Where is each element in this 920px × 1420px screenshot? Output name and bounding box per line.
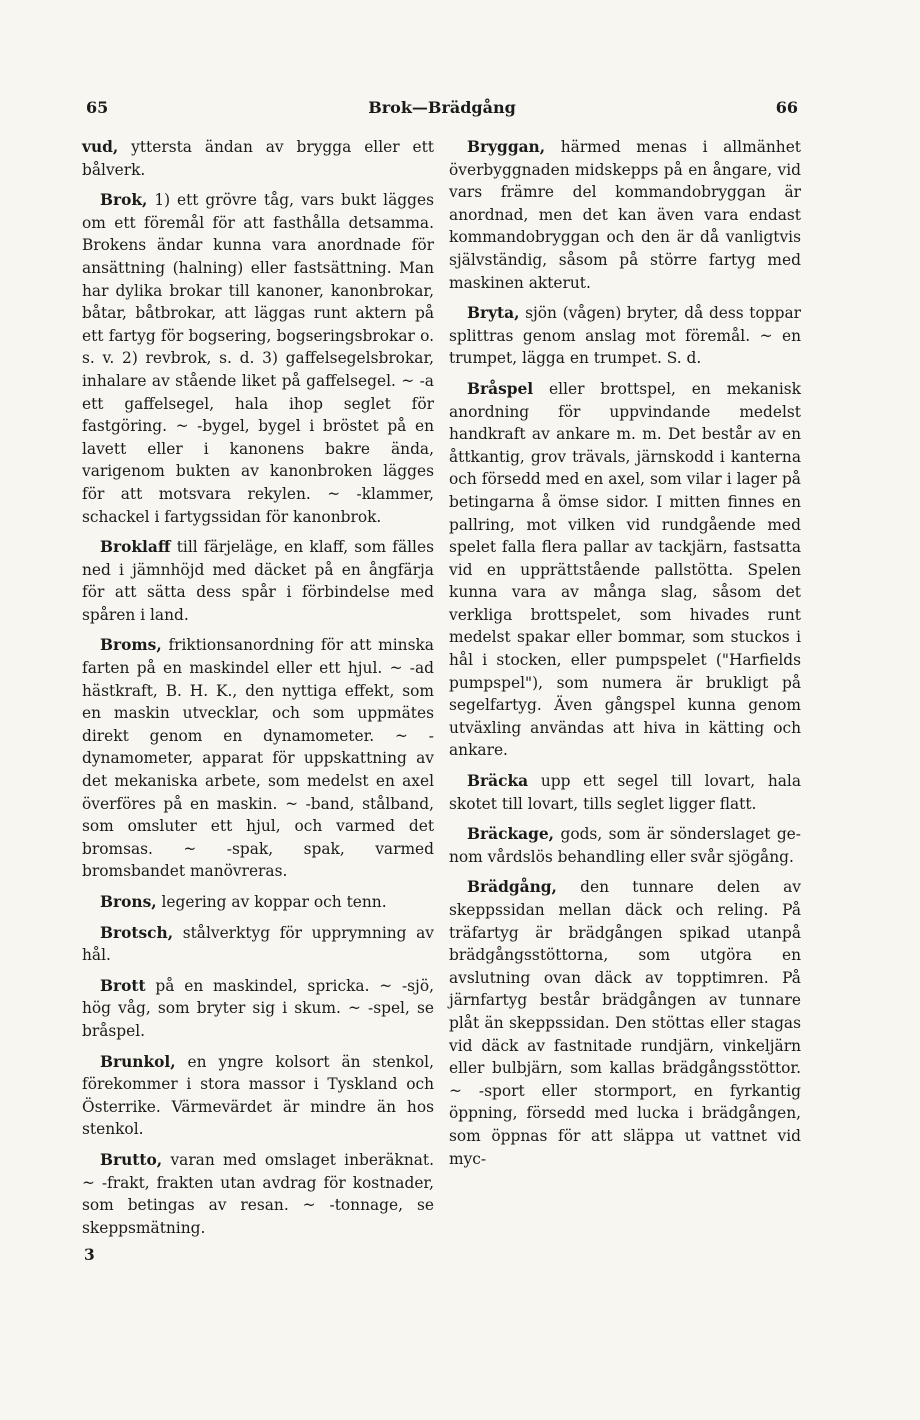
entry-headword: Bryta, — [467, 304, 520, 323]
entry-headword: Brok, — [100, 191, 148, 210]
entry-definition: sjön (vågen) bryter, då dess toppar splittras genom anslag mot föremål. ~ en trumpet, lägga en trumpet. S. d. — [449, 304, 801, 368]
entry-headword: Brott — [100, 976, 146, 995]
left-column — [82, 136, 434, 1247]
page-number-right: 66 — [775, 98, 798, 117]
dictionary-entry — [82, 136, 434, 181]
dictionary-entry — [82, 634, 434, 883]
running-title: Brok—Brädgång — [368, 98, 516, 117]
entry-headword: Bryggan, — [467, 138, 546, 156]
entry-definition: friktionsanordning för att minska farten på en maskindel eller ett hjul. ~ -ad hästkraft, B. H. K., den nyttiga effekt, som en maskin utvecklar, och som uppmätes direkt genom en dynamometer. ~ -dynamometer, apparat för uppskattning av det mekaniska arbete, som medelst en axel överföres på en maskin. ~ -band, stålband, som omsluter ett hjul, och varmed det bromsas. ~ -spak, spak, varmed bromsbandet manövreras. — [82, 636, 434, 881]
entry-headword: Bräcka — [467, 772, 529, 791]
entry-headword: Bråspel — [467, 379, 534, 398]
entry-definition: 1) ett grövre tåg, vars bukt lägges om ett föremål för att fasthålla detsamma. Brokens ändar kunna vara anordnade för ansättning (halning) eller fastsättning. Man har dylika brokar till kanoner, kanonbrokar, båtar, båtbrokar, att läggas runt aktern på ett fartyg för bogsering, bogseringsbrokar o. s. v. 2) revbrok, s. d. 3) gaffelsegelsbrokar, inhalare av stående liket på gaffelsegel. ~ -a ett gaffelsegel, hala ihop seglet för fastgöring. ~ -bygel, bygel i bröstet på en lavett eller i kanonens bakre ända, varigenom bukten av kanonbroken lägges för att motsvara rekylen. ~ -klammer, schackel i fartygssidan för kanonbrok. — [82, 191, 434, 526]
dictionary-entry — [82, 189, 434, 528]
entry-definition: på en maskindel, spricka. ~ -sjö, hög våg, som bryter sig i skum. ~ -spel, se bråspel. — [82, 976, 434, 1040]
entry-definition: eller brottspel, en mekanisk anordning för uppvindande medelst handkraft av ankare m. m. Det består av en åttkantig, grov trävals, järnskodd i kanterna och försedd med en axel, som vilar i lager på betingarna å ömse sidor. I mitten finnes en pallring, mot vilken vid rundgående med spelet falla flera pallar av tackjärn, fastsatta vid en upprättstående pallstötta. Spelen kunna vara av många slag, såsom det verkliga brottspelet, som hivades runt medelst spakar eller bommar, som stuckos i hål i stocken, eller pumpspelet ("Harfields pumpspel"), som numera är brukligt på segelfartyg. Även gångspel kunna genom utväxling användas att hiva in kätting och ankare. — [449, 379, 801, 760]
entry-headword: Brädgång, — [467, 878, 557, 897]
dictionary-entry — [449, 876, 801, 1170]
entry-definition: gods, som är sönderslaget genom vårdslös behandling eller svår sjögång. — [449, 825, 801, 866]
entry-headword: Brons, — [100, 893, 157, 911]
entry-definition: varan med omslaget inberäknat. ~ -frakt, frakten utan avdrag för kostnader, som betingas av resan. ~ -tonnage, se skeppsmätning. — [82, 1150, 434, 1237]
entry-headword: Brutto, — [100, 1150, 163, 1169]
dictionary-entry — [82, 1149, 434, 1239]
entry-definition: stålverktyg för upprymning av hål. — [82, 923, 434, 965]
entry-headword: Broms, — [100, 636, 162, 655]
entry-headword: Brotsch, — [100, 923, 174, 942]
entry-definition: legering av koppar och tenn. — [156, 893, 387, 911]
signature-mark: 3 — [84, 1246, 95, 1264]
entry-definition: härmed menas i allmänhet överbyggnaden midskepps på en ångare, vid vars främre del kommandobryggan är anordnad, men det kan även vara endast kommandobryggan och den är då vanligtvis självständig, såsom på större fartyg med maskinen akterut. — [449, 138, 801, 292]
dictionary-entry — [449, 770, 801, 815]
page-number-left: 65 — [86, 98, 109, 117]
dictionary-entry — [82, 891, 434, 914]
entry-definition: en yngre kolsort än stenkol, förekommer i stora massor i Tyskland och Österrike. Värmevärdet är mindre än hos stenkol. — [82, 1052, 434, 1139]
entry-headword: Broklaff — [100, 538, 171, 557]
entry-headword: Brunkol, — [100, 1052, 176, 1071]
dictionary-entry — [82, 536, 434, 626]
dictionary-entry — [82, 975, 434, 1043]
entry-definition: till färjeläge, en klaff, som fälles ned i jämnhöjd med däcket på en ångfärja för att sätta dess spår i förbindelse med spåren i land. — [82, 538, 434, 624]
entry-definition: yttersta ändan av brygga eller ett bålverk. — [82, 138, 434, 179]
dictionary-entry — [449, 302, 801, 370]
dictionary-entry — [449, 378, 801, 762]
entry-headword: vud, — [82, 138, 119, 156]
running-header — [86, 98, 798, 120]
entry-definition: den tunnare delen av skeppssidan mellan däck och reling. På träfartyg är brädgången spikad utanpå brädgångsstöttorna, som utgöra en avslutning ovan däck av topptimren. På järnfartyg består brädgången av tunnare plåt än skeppssidan. Den stöttas eller stagas vid däck av fastnitade rundjärn, vinkeljärn eller bulbjärn, som kallas brädgångsstöttor. ~ -sport eller stormport, en fyrkantig öppning, försedd med lucka i brädgången, som öppnas för att släppa ut vattnet vid myc- — [449, 878, 801, 1168]
entry-headword: Bräckage, — [467, 825, 555, 844]
right-column — [449, 136, 801, 1178]
dictionary-entry — [82, 1051, 434, 1141]
dictionary-entry — [82, 922, 434, 967]
entry-definition: upp ett segel till lovart, hala skotet till lovart, tills seglet ligger flatt. — [449, 772, 801, 813]
dictionary-entry — [449, 823, 801, 868]
dictionary-entry — [449, 136, 801, 294]
